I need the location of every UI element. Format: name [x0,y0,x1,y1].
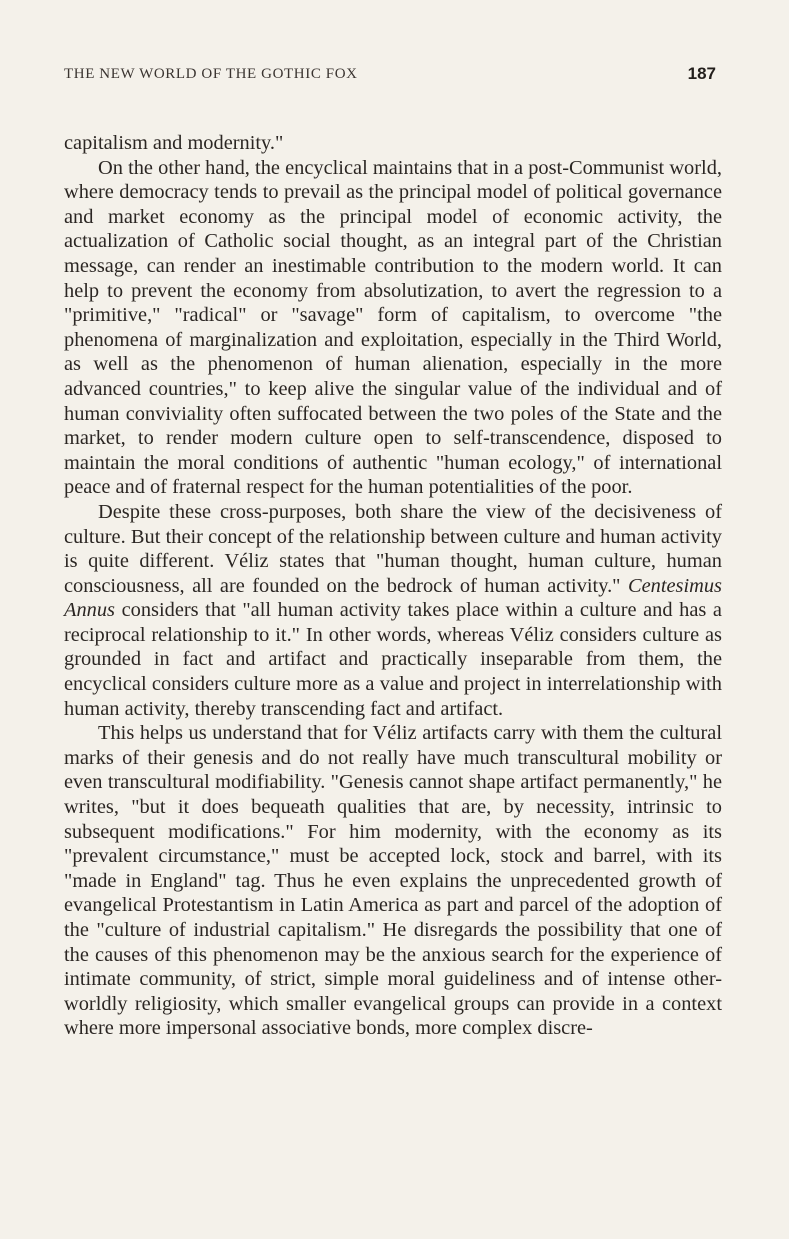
running-head: THE NEW WORLD OF THE GOTHIC FOX [64,66,358,82]
paragraph-artifacts: This helps us understand that for Véliz artifacts carry with them the cultural marks of their genesis and do not really have much transcultural mobility or even transcultural modifiability. "Genesis cannot shape artifact permanently," he writes, "but it does bequeath qualities that are, by necessity, intrinsic to subsequent modifications." For him modernity, with the economy as its "prevalent circumstance," must be accepted lock, stock and barrel, with its "made in England" tag. Thus he even explains the unprecedented growth of evangelical Protestantism in Latin America as part and parcel of the adoption of the "culture of industrial capitalism." He disregards the possibility that one of the causes of this phenomenon may be the anxious search for the experience of intimate community, of strict, simple moral guideliness and of intense other-worldly religiosity, which smaller evangelical groups can provide in a context where more impersonal associative bonds, more complex discre- [64,722,722,1040]
italic-title-centesimus-annus: Centesimus Annus [64,574,722,622]
paragraph-cross-purposes [64,500,722,721]
paragraph-continuation: capitalism and modernity." [64,132,284,154]
page-number: 187 [687,64,716,83]
body-text [64,131,722,1041]
page-header [64,66,716,86]
paragraph-encyclical: On the other hand, the encyclical maintains that in a post-Communist world, where democracy tends to prevail as the principal model of political governance and market economy as the principal model of economic activity, the actualization of Catholic social thought, as an integral part of the Christian message, can render an inestimable contribution to the modern world. It can help to prevent the economy from absolutization, to avert the regression to a "primitive," "radical" or "savage" form of capitalism, to overcome "the phenomena of marginalization and exploitation, especially in the Third World, as well as the phenomenon of human alienation, especially in the more advanced countries," to keep alive the singular value of the individual and of human conviviality often suffocated between the two poles of the State and the market, to render modern culture open to self-transcendence, disposed to maintain the moral conditions of authentic "human ecology," of international peace and of fraternal respect for the human potentialities of the poor. [64,156,722,499]
paragraph-cross-purposes-part-2: considers that "all human activity takes place within a culture and has a reciprocal relationship to it." In other words, whereas Véliz considers culture as grounded in fact and artifact and practically inseparable from them, the encyclical considers culture more as a value and project in interrelationship with human activity, thereby transcending fact and artifact. [64,599,722,720]
paragraph-cross-purposes-part-1: Despite these cross-purposes, both share the view of the decisiveness of culture. But their concept of the relationship between culture and human activity is quite different. Véliz states that "human thought, human culture, human consciousness, all are founded on the bedrock of human activity." [64,500,722,597]
